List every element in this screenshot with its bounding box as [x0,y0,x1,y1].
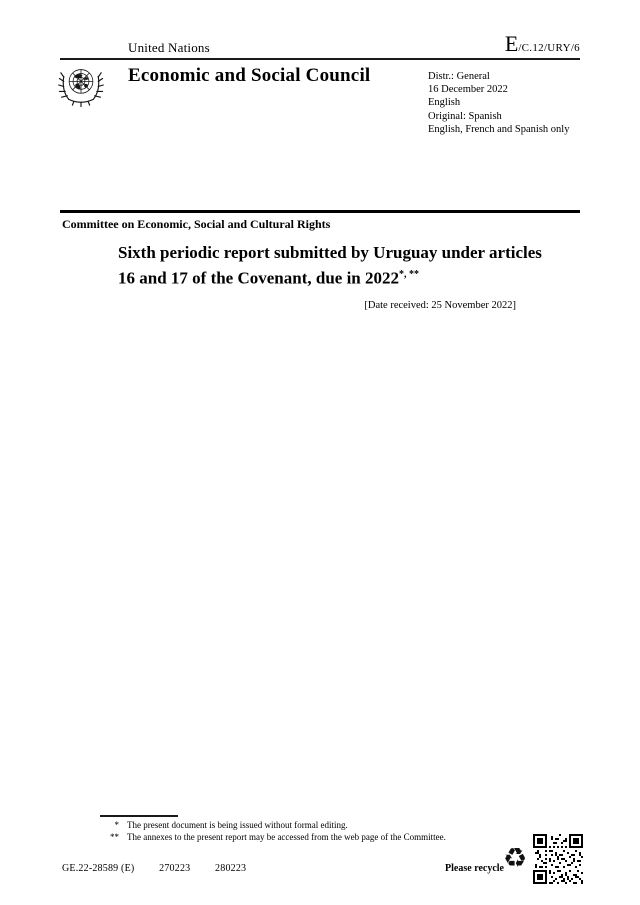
document-symbol-prefix: E [504,31,519,56]
recycle-icon: ♻ [503,843,528,874]
date-received: [Date received: 25 November 2022] [364,300,516,311]
document-reference [62,863,246,874]
please-recycle-label: Please recycle [445,863,504,874]
title-footnote-marks: *, ** [399,269,420,280]
council-title: Economic and Social Council [128,65,371,86]
ge-reference: GE.22-28589 (E) [62,863,135,874]
united-nations-label: United Nations [128,40,210,55]
footnote-marker: * [114,820,119,830]
date-code: 280223 [215,863,247,874]
distr-line: 16 December 2022 [428,84,508,96]
un-emblem-icon [58,62,104,108]
footnote-row [100,819,530,831]
footnote-divider [100,815,178,817]
distr-line: English, French and Spanish only [428,123,570,135]
report-title-text: Sixth periodic report submitted by Uruguay under articles 16 and 17 of the Covenant, due in 2022 [118,243,542,288]
qr-code [533,834,583,884]
header-divider [60,58,580,60]
distr-line: Distr.: General [428,71,490,82]
footnote-marker: ** [110,832,119,842]
document-symbol-suffix: /C.12/URY/6 [518,42,580,54]
committee-name: Committee on Economic, Social and Cultural Rights [62,217,331,231]
section-divider [60,210,580,213]
distribution-block [428,70,569,136]
footnote-row [100,831,530,843]
footnote-text: The annexes to the present report may be accessed from the web page of the Committee. [127,832,446,842]
document-symbol [505,33,580,56]
report-title [118,242,550,290]
distr-line: Original: Spanish [428,110,502,122]
footnote-text: The present document is being issued without formal editing. [127,820,348,830]
distr-line: English [428,97,461,109]
footnotes [100,819,530,843]
date-code: 270223 [159,863,191,874]
